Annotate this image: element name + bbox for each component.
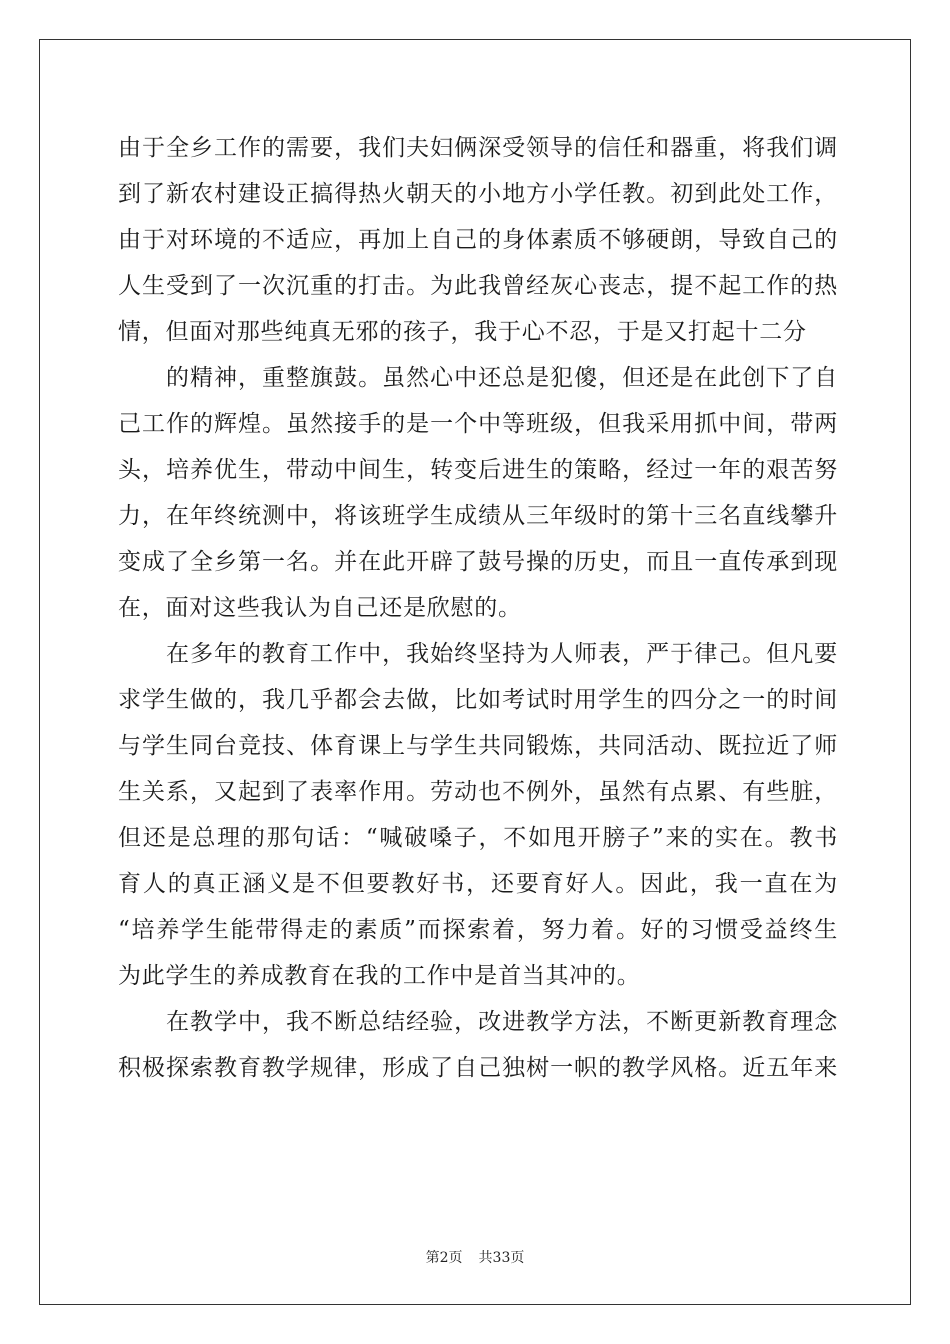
- text-line: 变成了全乡第一名。并在此开辟了鼓号操的历史，而且一直传承到现: [118, 549, 838, 575]
- text-line: 为此学生的养成教育在我的工作中是首当其冲的。: [118, 963, 641, 989]
- text-line: “培养学生能带得走的素质”而探索着，努力着。好的习惯受益终生: [118, 917, 838, 943]
- page-footer: [0, 1247, 950, 1267]
- text-line: 与学生同台竞技、体育课上与学生共同锻炼，共同活动、既拉近了师: [118, 733, 838, 759]
- text-line: 生关系，又起到了表率作用。劳动也不例外，虽然有点累、有些脏，: [118, 779, 838, 805]
- text-line: 在多年的教育工作中，我始终坚持为人师表，严于律己。但凡要: [166, 641, 838, 667]
- document-body: [118, 125, 838, 1091]
- text-line: 由于对环境的不适应，再加上自己的身体素质不够硬朗，导致自己的: [118, 227, 838, 253]
- text-line: 头，培养优生，带动中间生，转变后进生的策略，经过一年的艰苦努: [118, 457, 838, 483]
- text-line: 在，面对这些我认为自己还是欣慰的。: [118, 595, 522, 621]
- text-line: 求学生做的，我几乎都会去做，比如考试时用学生的四分之一的时间: [118, 687, 838, 713]
- text-line: 积极探索教育教学规律，形成了自己独树一帜的教学风格。近五年来: [118, 1055, 838, 1081]
- text-line: 人生受到了一次沉重的打击。为此我曾经灰心丧志，提不起工作的热: [118, 273, 838, 299]
- page-number: 第2页: [425, 1250, 463, 1266]
- text-line: 力，在年终统测中，将该班学生成绩从三年级时的第十三名直线攀升: [118, 503, 838, 529]
- text-line: 在教学中，我不断总结经验，改进教学方法，不断更新教育理念: [166, 1009, 838, 1035]
- text-line: 由于全乡工作的需要，我们夫妇俩深受领导的信任和器重，将我们调: [118, 135, 838, 161]
- text-line: 但还是总理的那句话：“喊破嗓子，不如甩开膀子”来的实在。教书: [118, 825, 838, 851]
- text-line: 到了新农村建设正搞得热火朝天的小地方小学任教。初到此处工作，: [118, 181, 838, 207]
- page-total: 共33页: [478, 1250, 525, 1266]
- text-line: 情，但面对那些纯真无邪的孩子，我于心不忍，于是又打起十二分: [118, 319, 807, 345]
- text-line: 的精神，重整旗鼓。虽然心中还总是犯傻，但还是在此创下了自: [166, 365, 838, 391]
- text-line: 育人的真正涵义是不但要教好书，还要育好人。因此，我一直在为: [118, 871, 838, 897]
- text-line: 己工作的辉煌。虽然接手的是一个中等班级，但我采用抓中间，带两: [118, 411, 838, 437]
